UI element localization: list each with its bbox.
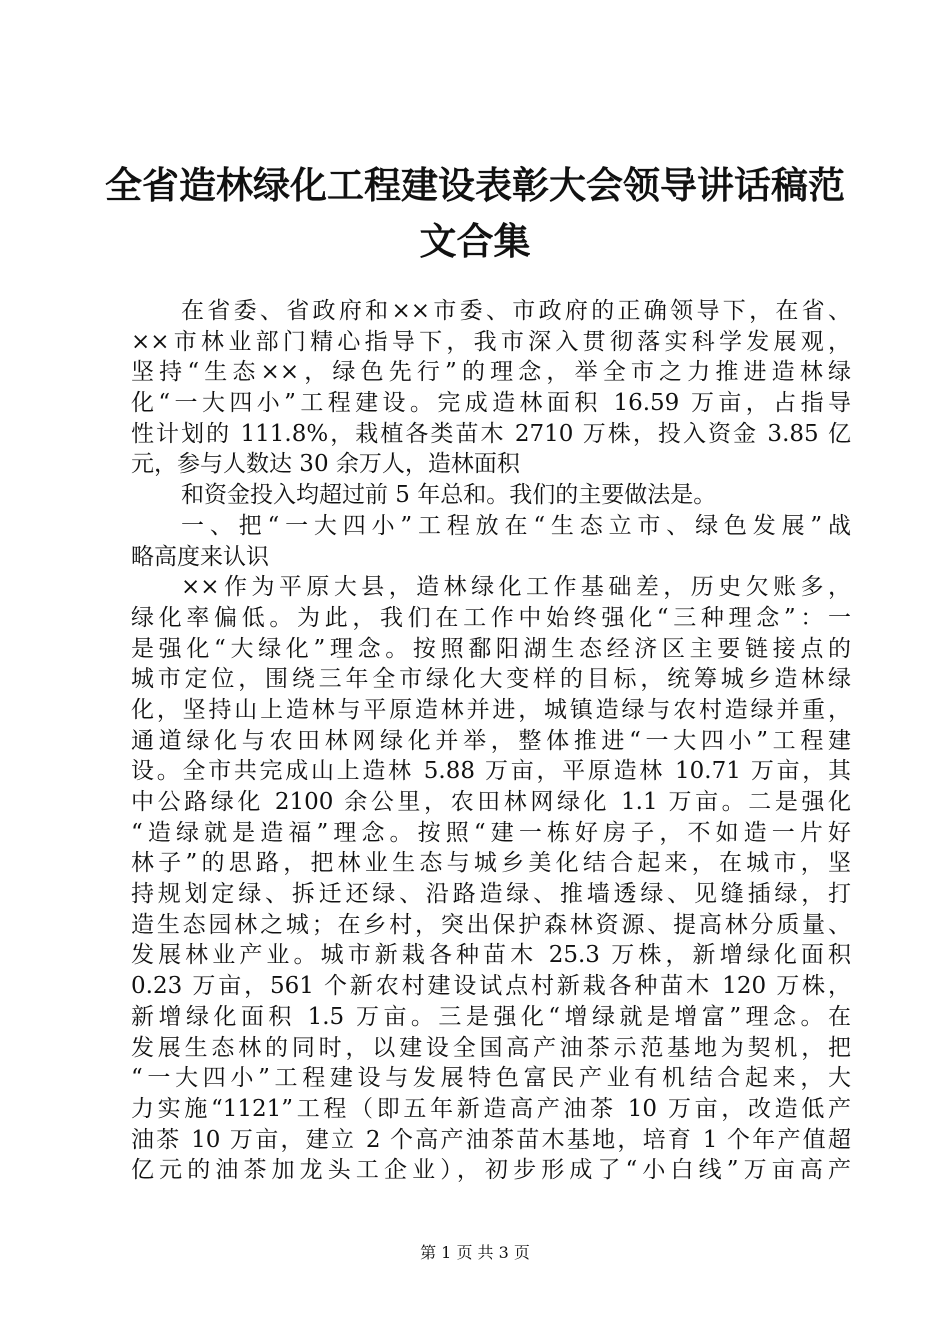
body-line: ××市林业部门精心指导下，我市深入贯彻落实科学发展观， [131, 328, 851, 355]
body-line: 中公路绿化 2100 余公里，农田林网绿化 1.1 万亩。二是强化 [131, 789, 851, 815]
body-line: 林子”的思路，把林业生态与城乡美化结合起来，在城市，坚 [131, 850, 851, 877]
body-line: 发展林业产业。城市新栽各种苗木 25.3 万株，新增绿化面积 [131, 942, 851, 969]
body-line: 绿化率偏低。为此，我们在工作中始终强化“三种理念”：一 [131, 604, 851, 631]
body-line: ××作为平原大县，造林绿化工作基础差，历史欠账多， [181, 574, 851, 601]
body-line: 化，坚持山上造林与平原造林并进，城镇造绿与农村造绿并重， [131, 696, 851, 723]
body-line: 0.23 万亩，561 个新农村建设试点村新栽各种苗木 120 万株， [131, 973, 851, 1000]
document-title-line-2: 文合集 [419, 220, 531, 263]
body-line: 油茶 10 万亩，建立 2 个高产油茶苗木基地，培育 1 个年产值超 [131, 1126, 851, 1153]
document-title-line-1: 全省造林绿化工程建设表彰大会领导讲话稿范 [105, 164, 845, 207]
body-line: 在省委、省政府和××市委、市政府的正确领导下，在省、 [181, 298, 851, 324]
body-line: 坚持“生态××，绿色先行”的理念，举全市之力推进造林绿 [131, 359, 851, 386]
body-line: 发展生态林的同时，以建设全国高产油茶示范基地为契机，把 [131, 1034, 851, 1061]
body-line: 城市定位，围绕三年全市绿化大变样的目标，统筹城乡造林绿 [131, 666, 851, 693]
section-heading-line: 一、把“一大四小”工程放在“生态立市、绿色发展”战 [181, 512, 851, 539]
document-body [131, 296, 851, 1186]
body-line: 力实施“1121”工程（即五年新造高产油茶 10 万亩，改造低产 [131, 1095, 851, 1122]
section-heading-line: 略高度来认识 [131, 543, 269, 570]
page-number-footer: 第 1 页 共 3 页 [420, 1243, 530, 1262]
body-line: 是强化“大绿化”理念。按照鄱阳湖生态经济区主要链接点的 [131, 635, 851, 662]
body-line: 通道绿化与农田林网绿化并举，整体推进“一大四小”工程建 [131, 727, 851, 754]
body-line: 性计划的 111.8%，栽植各类苗木 2710 万株，投入资金 3.85 亿 [131, 420, 851, 447]
body-line: 新增绿化面积 1.5 万亩。三是强化“增绿就是增富”理念。在 [131, 1003, 851, 1030]
body-line: 和资金投入均超过前 5 年总和。我们的主要做法是。 [181, 482, 717, 509]
body-line: 元，参与人数达 30 余万人，造林面积 [131, 451, 520, 478]
body-line: 化“一大四小”工程建设。完成造林面积 16.59 万亩，占指导 [131, 390, 851, 417]
body-line: 持规划定绿、拆迁还绿、沿路造绿、推墙透绿、见缝插绿，打 [131, 881, 851, 908]
body-line: 亿元的油茶加龙头工企业），初步形成了“小白线”万亩高产 [131, 1157, 851, 1184]
body-line: “一大四小”工程建设与发展特色富民产业有机结合起来，大 [131, 1065, 851, 1092]
body-line: 造生态园林之城；在乡村，突出保护森林资源、提高林分质量、 [131, 911, 851, 938]
body-line: “造绿就是造福”理念。按照“建一栋好房子，不如造一片好 [131, 819, 851, 846]
body-line: 设。全市共完成山上造林 5.88 万亩，平原造林 10.71 万亩，其 [131, 758, 851, 785]
